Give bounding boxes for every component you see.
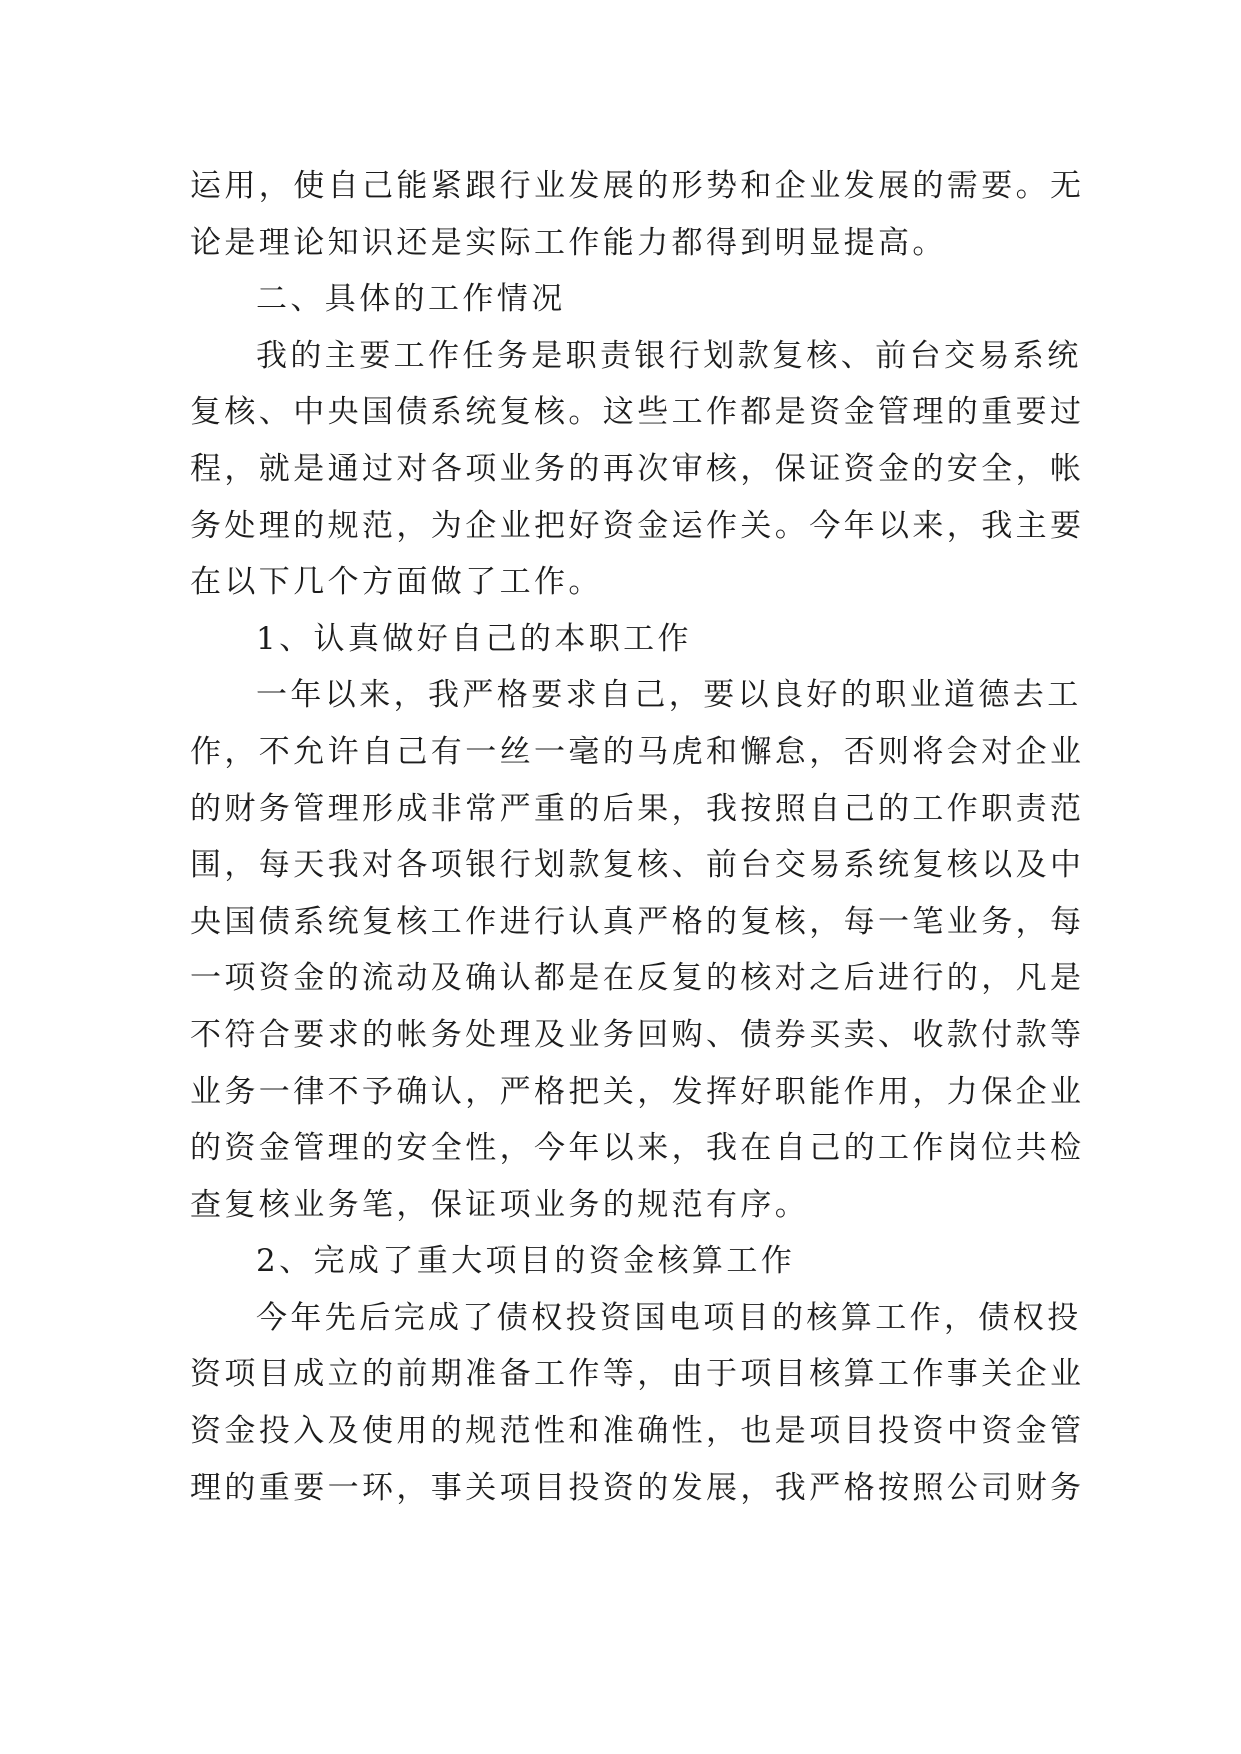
text-line: 业务一律不予确认，严格把关，发挥好职能作用，力保企业: [190, 1073, 1085, 1110]
text-line: 我的主要工作任务是职责银行划款复核、前台交易系统: [256, 337, 1082, 374]
text-line: 程，就是通过对各项业务的再次审核，保证资金的安全，帐: [190, 450, 1085, 487]
text-line: 资金投入及使用的规范性和准确性，也是项目投资中资金管: [190, 1413, 1085, 1450]
text-line: 的财务管理形成非常严重的后果，我按照自己的工作职责范: [190, 790, 1085, 827]
document-body: [190, 158, 1085, 1516]
text-line: 一项资金的流动及确认都是在反复的核对之后进行的，凡是: [190, 960, 1085, 997]
text-line: 务处理的规范，为企业把好资金运作关。今年以来，我主要: [190, 507, 1085, 544]
text-line: 理的重要一环，事关项目投资的发展，我严格按照公司财务: [190, 1469, 1085, 1506]
text-line: 论是理论知识还是实际工作能力都得到明显提高。: [190, 224, 947, 261]
text-line: 查复核业务笔，保证项业务的规范有序。: [190, 1186, 810, 1223]
text-line: 复核、中央国债系统复核。这些工作都是资金管理的重要过: [190, 394, 1085, 431]
text-line: 资项目成立的前期准备工作等，由于项目核算工作事关企业: [190, 1356, 1085, 1393]
text-line: 二、具体的工作情况: [256, 281, 566, 318]
text-line: 今年先后完成了债权投资国电项目的核算工作，债权投: [256, 1299, 1082, 1336]
text-line: 2、完成了重大项目的资金核算工作: [256, 1243, 796, 1280]
text-line: 的资金管理的安全性，今年以来，我在自己的工作岗位共检: [190, 1130, 1085, 1167]
text-line: 作，不允许自己有一丝一毫的马虎和懈怠，否则将会对企业: [190, 733, 1085, 770]
text-line: 央国债系统复核工作进行认真严格的复核，每一笔业务，每: [190, 903, 1085, 940]
text-line: 围，每天我对各项银行划款复核、前台交易系统复核以及中: [190, 847, 1085, 884]
text-line: 不符合要求的帐务处理及业务回购、债券买卖、收款付款等: [190, 1016, 1085, 1053]
text-line: 运用，使自己能紧跟行业发展的形势和企业发展的需要。无: [190, 168, 1085, 204]
text-line: 一年以来，我严格要求自己，要以良好的职业道德去工: [256, 677, 1082, 714]
text-line: 1、认真做好自己的本职工作: [256, 620, 692, 657]
text-line: 在以下几个方面做了工作。: [190, 564, 603, 601]
